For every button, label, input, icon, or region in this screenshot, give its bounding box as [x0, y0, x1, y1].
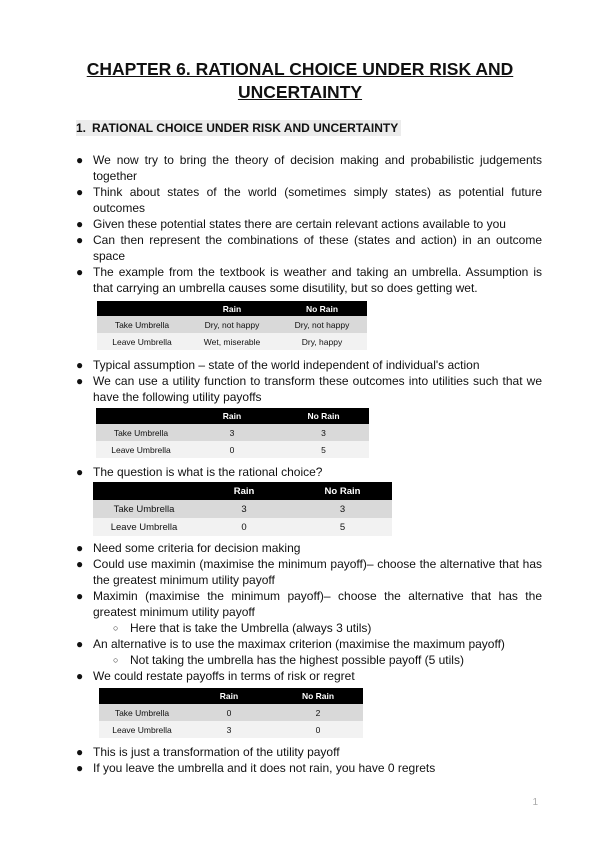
table-cell: Dry, not happy — [277, 316, 367, 333]
bullet-text: We now try to bring the theory of decision making and probabilistic judgements together — [93, 153, 542, 183]
bullet-text: We can use a utility function to transform these outcomes into utilities such that we have the following utility payoffs — [93, 374, 542, 404]
sub-bullet-item — [113, 652, 542, 668]
table-cell: 3 — [185, 721, 273, 738]
table-cell: Take Umbrella — [99, 704, 185, 721]
bullet-item — [76, 636, 542, 652]
table-cell: Wet, miserable — [187, 333, 277, 350]
chapter-title-line-2: UNCERTAINTY — [237, 82, 363, 102]
table-header-rain: Rain — [186, 408, 278, 424]
bullet-text: Need some criteria for decision making — [93, 541, 301, 555]
table-cell: 3 — [195, 500, 293, 518]
sub-bullet-text: Not taking the umbrella has the highest possible payoff (5 utils) — [130, 653, 464, 667]
table-header-rain: Rain — [185, 688, 273, 704]
table-row — [97, 316, 367, 333]
table-header-no-rain: No Rain — [293, 482, 392, 500]
table-cell: Leave Umbrella — [97, 333, 187, 350]
bullet-text: If you leave the umbrella and it does not rain, you have 0 regrets — [93, 761, 436, 775]
bullet-icon: ● — [76, 185, 84, 199]
bullet-item — [76, 668, 542, 684]
bullet-text: Typical assumption – state of the world independent of individual's action — [93, 358, 480, 372]
bullet-icon: ● — [76, 374, 84, 388]
bullet-icon: ● — [76, 557, 84, 571]
rational-choice-table — [93, 482, 392, 536]
bullet-item — [76, 152, 542, 184]
bullet-item — [76, 760, 542, 776]
sub-bullet-item — [113, 620, 542, 636]
bullet-text: Maximin (maximise the minimum payoff)– choose the alternative that has the greatest minimum utility payoff — [93, 589, 542, 619]
table-cell: Leave Umbrella — [96, 441, 186, 458]
table-header-rain: Rain — [195, 482, 293, 500]
bullet-item — [76, 540, 542, 556]
bullet-icon: ● — [76, 465, 84, 479]
table-header-no-rain: No Rain — [273, 688, 363, 704]
page-number: 1 — [532, 797, 538, 808]
table-cell: Take Umbrella — [96, 424, 186, 441]
table-cell: 3 — [293, 500, 392, 518]
table-row — [97, 333, 367, 350]
table-row — [99, 721, 363, 738]
table-header-no-rain: No Rain — [278, 408, 369, 424]
bullet-item — [76, 264, 542, 296]
outcome-table — [97, 301, 367, 350]
table-cell: Leave Umbrella — [93, 518, 195, 536]
bullet-item — [76, 464, 542, 480]
sub-bullet-icon: ○ — [113, 623, 119, 633]
bullet-icon: ● — [76, 265, 84, 279]
bullet-item — [76, 232, 542, 264]
bullet-text: This is just a transformation of the utility payoff — [93, 745, 340, 759]
bullet-item — [76, 216, 542, 232]
table-cell: Take Umbrella — [93, 500, 195, 518]
bullet-icon: ● — [76, 745, 84, 759]
table-header-blank — [93, 482, 195, 500]
table-cell: 2 — [273, 704, 363, 721]
table-row — [96, 424, 369, 441]
table-cell: Leave Umbrella — [99, 721, 185, 738]
table-cell: 0 — [273, 721, 363, 738]
bullet-icon: ● — [76, 761, 84, 775]
table-cell: 5 — [293, 518, 392, 536]
utility-payoff-table — [96, 408, 369, 458]
bullet-item — [76, 373, 542, 405]
bullet-item — [76, 588, 542, 620]
bullet-text: Given these potential states there are certain relevant actions available to you — [93, 217, 506, 231]
chapter-title — [60, 58, 540, 104]
bullet-text: The question is what is the rational choice? — [93, 465, 323, 479]
regret-table — [99, 688, 363, 738]
table-header-rain: Rain — [187, 301, 277, 316]
bullet-item — [76, 184, 542, 216]
bullet-text: Think about states of the world (sometimes simply states) as potential future outcomes — [93, 185, 542, 215]
bullet-icon: ● — [76, 589, 84, 603]
bullet-icon: ● — [76, 669, 84, 683]
bullet-icon: ● — [76, 153, 84, 167]
table-cell: 5 — [278, 441, 369, 458]
section-title: RATIONAL CHOICE UNDER RISK AND UNCERTAINTY — [92, 121, 399, 135]
table-header-blank — [97, 301, 187, 316]
table-row — [96, 441, 369, 458]
bullet-text: We could restate payoffs in terms of risk or regret — [93, 669, 355, 683]
table-cell: 3 — [186, 424, 278, 441]
table-cell: Take Umbrella — [97, 316, 187, 333]
bullet-item — [76, 556, 542, 588]
sub-bullet-icon: ○ — [113, 655, 119, 665]
sub-bullet-text: Here that is take the Umbrella (always 3 utils) — [130, 621, 372, 635]
table-row — [93, 518, 392, 536]
table-row — [99, 704, 363, 721]
table-cell: 0 — [186, 441, 278, 458]
bullet-text: The example from the textbook is weather and taking an umbrella. Assumption is that carrying an umbrella causes some disutility, but so does getting wet. — [93, 265, 542, 295]
bullet-text: Could use maximin (maximise the minimum payoff)– choose the alternative that has the greatest minimum utility payoff — [93, 557, 542, 587]
table-cell: Dry, not happy — [187, 316, 277, 333]
chapter-title-line-1: CHAPTER 6. RATIONAL CHOICE UNDER RISK AND — [86, 59, 514, 79]
table-cell: Dry, happy — [277, 333, 367, 350]
bullet-text: Can then represent the combinations of these (states and action) in an outcome space — [93, 233, 542, 263]
table-header-no-rain: No Rain — [277, 301, 367, 316]
table-header-blank — [99, 688, 185, 704]
bullet-icon: ● — [76, 217, 84, 231]
section-number: 1. — [76, 121, 87, 135]
table-row — [93, 500, 392, 518]
bullet-icon: ● — [76, 637, 84, 651]
bullet-text: An alternative is to use the maximax criterion (maximise the maximum payoff) — [93, 637, 505, 651]
bullet-icon: ● — [76, 233, 84, 247]
table-cell: 3 — [278, 424, 369, 441]
bullet-item — [76, 744, 542, 760]
table-header-blank — [96, 408, 186, 424]
bullet-icon: ● — [76, 541, 84, 555]
section-heading — [76, 120, 401, 136]
bullet-icon: ● — [76, 358, 84, 372]
table-cell: 0 — [195, 518, 293, 536]
table-cell: 0 — [185, 704, 273, 721]
bullet-item — [76, 357, 542, 373]
